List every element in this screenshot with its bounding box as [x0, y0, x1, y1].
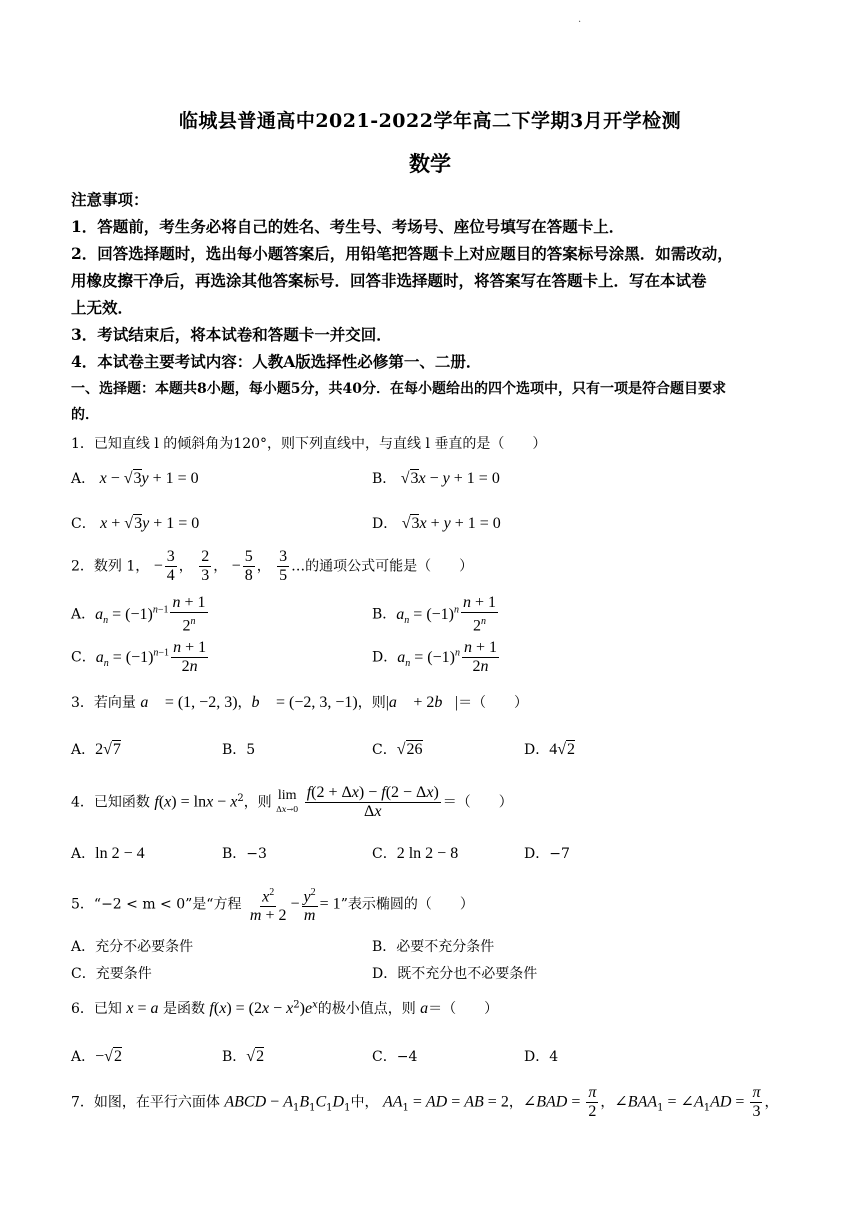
q2-option-a: A．$a_n = (-1)^{n-1}$ $\frac{n + 1}{2^n}$: [71, 594, 206, 635]
notice-item-1: 1．答题前，考生务必将自己的姓名、考生号、考场号、座位号填写在答题卡上．: [71, 217, 625, 236]
option-label: B．: [222, 1049, 247, 1065]
notice-heading: 注意事项：: [71, 190, 149, 209]
option-label: C．: [372, 846, 397, 862]
stem-text: ＝（ ）: [442, 794, 513, 811]
stem-text: 4．已知函数: [71, 794, 150, 811]
option-label: D．−7: [524, 846, 570, 862]
question-5-stem: 5．“−2 < m < 0”是“方程 $\frac{x^2}{m + 2}$ − $\frac{y^2}{m}$ = 1”表示椭圆的（ ）: [71, 884, 811, 925]
q2-option-b: B．$a_n = (-1)^n$ $\frac{n + 1}{2^n}$: [372, 594, 497, 635]
q6-option-a: A．−√2: [71, 1048, 122, 1065]
option-label: A．: [71, 471, 96, 487]
q5-option-c: C．充要条件: [71, 966, 152, 982]
question-7-stem: 7．如图，在平行六面体 ABCD − $A_1B_1C_1D_1$中， $AA_1$ = AD = AB = 2，∠BAD = $\frac{\pi}{2}$ ，$\angle BAA_1$ = $\angle A_1AD$ = $\frac{\pi}{3}$ ，: [71, 1084, 779, 1120]
section-heading-end: 的．: [71, 407, 99, 423]
exam-title: 临城县普通高中2021-2022学年高二下学期3月开学检测: [178, 110, 682, 132]
option-label: A．: [71, 742, 96, 758]
notice-item-4: 4．本试卷主要考试内容：人教A版选择性必修第一、二册．: [71, 352, 482, 371]
stem-text: 是函数: [162, 1001, 205, 1017]
q4-option-c: C．2 ln 2 − 8: [372, 845, 459, 862]
stem-text: …的通项公式可能是（ ）: [291, 558, 474, 575]
question-4-stem: 4．已知函数 $f(x) = \ln x - x^2$，则 lim Δx→0 $\frac{f(2 + \Delta x) - f(2 - \Delta x)}{\Delta x}$ ＝（ ）: [71, 784, 513, 820]
q3-option-b: [222, 739, 255, 759]
q3-option-c: C．√26: [372, 741, 423, 758]
stem-text: 7．如图，在平行六面体: [71, 1094, 220, 1111]
q6-option-d: [524, 1046, 558, 1066]
q5-option-b: B．必要不充分条件: [372, 939, 495, 955]
q1-option-c: C． x + √3y + 1 = 0: [71, 515, 200, 532]
q4-option-a: A．ln 2 − 4: [71, 845, 145, 862]
question-6-stem: 6．已知 x = a 是函数 $f(x) = (2x - x^2)e^x$的极小值点，则 a＝（ ）: [71, 999, 499, 1017]
q6-option-c: [372, 1046, 417, 1066]
stem-text: 的极小值点，则: [317, 1001, 416, 1017]
q3-option-a: A．2√7: [71, 741, 121, 758]
option-label: B．5: [222, 742, 256, 758]
q2-option-d: D．$a_n = (-1)^n$ $\frac{n + 1}{2n}$: [372, 639, 497, 675]
option-label: D．: [372, 516, 398, 532]
page-dot: .: [578, 14, 582, 25]
stem-text: 2．数列 1，: [71, 558, 150, 575]
option-label: D．: [524, 742, 550, 758]
q5-option-d: D．既不充分也不必要条件: [372, 966, 538, 982]
q1-option-a: A． x − √3y + 1 = 0: [71, 470, 199, 487]
option-label: A．: [71, 846, 96, 862]
stem-text: ＝（ ）: [458, 695, 529, 711]
stem-text: ＝（ ）: [428, 1001, 499, 1017]
question-3-stem: 3．若向量 a⃗ = (1, −2, 3)，b⃗ = (−2, 3, −1)，则|a⃗ + 2b⃗|＝（ ）: [71, 694, 529, 711]
option-label: A．: [71, 1049, 96, 1065]
q4-option-d: [524, 843, 570, 863]
notice-item-2-cont: 用橡皮擦干净后，再选涂其他答案标号．回答非选择题时，将答案写在答题卡上．写在本试卷: [71, 271, 707, 290]
stem-text: ”表示椭圆的（ ）: [340, 896, 474, 913]
q4-option-b: [222, 843, 267, 863]
q1-option-d: D． √3x + y + 1 = 0: [372, 515, 501, 532]
option-label: B．−3: [222, 846, 267, 862]
q6-option-b: B．√2: [222, 1048, 265, 1065]
notice-item-2: 2．回答选择题时，选出每小题答案后，用铅笔把答题卡上对应题目的答案标号涂黑．如需改动，: [71, 244, 733, 263]
section-heading: 一、选择题：本题共8小题，每小题5分，共40分．在每小题给出的四个选项中，只有一项是符合题目要求: [71, 381, 726, 397]
q1-option-b: B． √3x − y + 1 = 0: [372, 470, 500, 487]
math: x: [99, 470, 107, 487]
option-label: C．−4: [372, 1049, 418, 1065]
question-1-stem: 1．已知直线 l 的倾斜角为120°，则下列直线中，与直线 l 垂直的是（ ）: [71, 436, 547, 452]
option-label: D．4: [524, 1049, 559, 1065]
q3-option-d: D．4√2: [524, 741, 576, 758]
notice-item-2-end: 上无效．: [71, 298, 134, 317]
stem-text: 中，: [350, 1094, 379, 1111]
stem-text: 6．已知: [71, 1001, 122, 1017]
stem-text: 3．若向量: [71, 695, 136, 711]
q2-option-c: C．$a_n = (-1)^{n-1}$ $\frac{n + 1}{2n}$: [71, 639, 207, 675]
subject-title: 数学: [409, 151, 451, 176]
option-label: C．: [372, 742, 397, 758]
stem-text: 5．“−2 < m < 0”是“方程: [71, 896, 242, 913]
q5-option-a: A．充分不必要条件: [71, 939, 194, 955]
notice-item-3: 3．考试结束后，将本试卷和答题卡一并交回．: [71, 325, 392, 344]
question-2-stem: 2．数列 1， − $\frac{3}{4}$ ， $\frac{2}{3}$ ， − $\frac{5}{8}$ ， $\frac{3}{5}$ …的通项公式可能是（ ）: [71, 548, 474, 584]
option-label: B．: [372, 471, 397, 487]
option-label: C．: [71, 516, 96, 532]
